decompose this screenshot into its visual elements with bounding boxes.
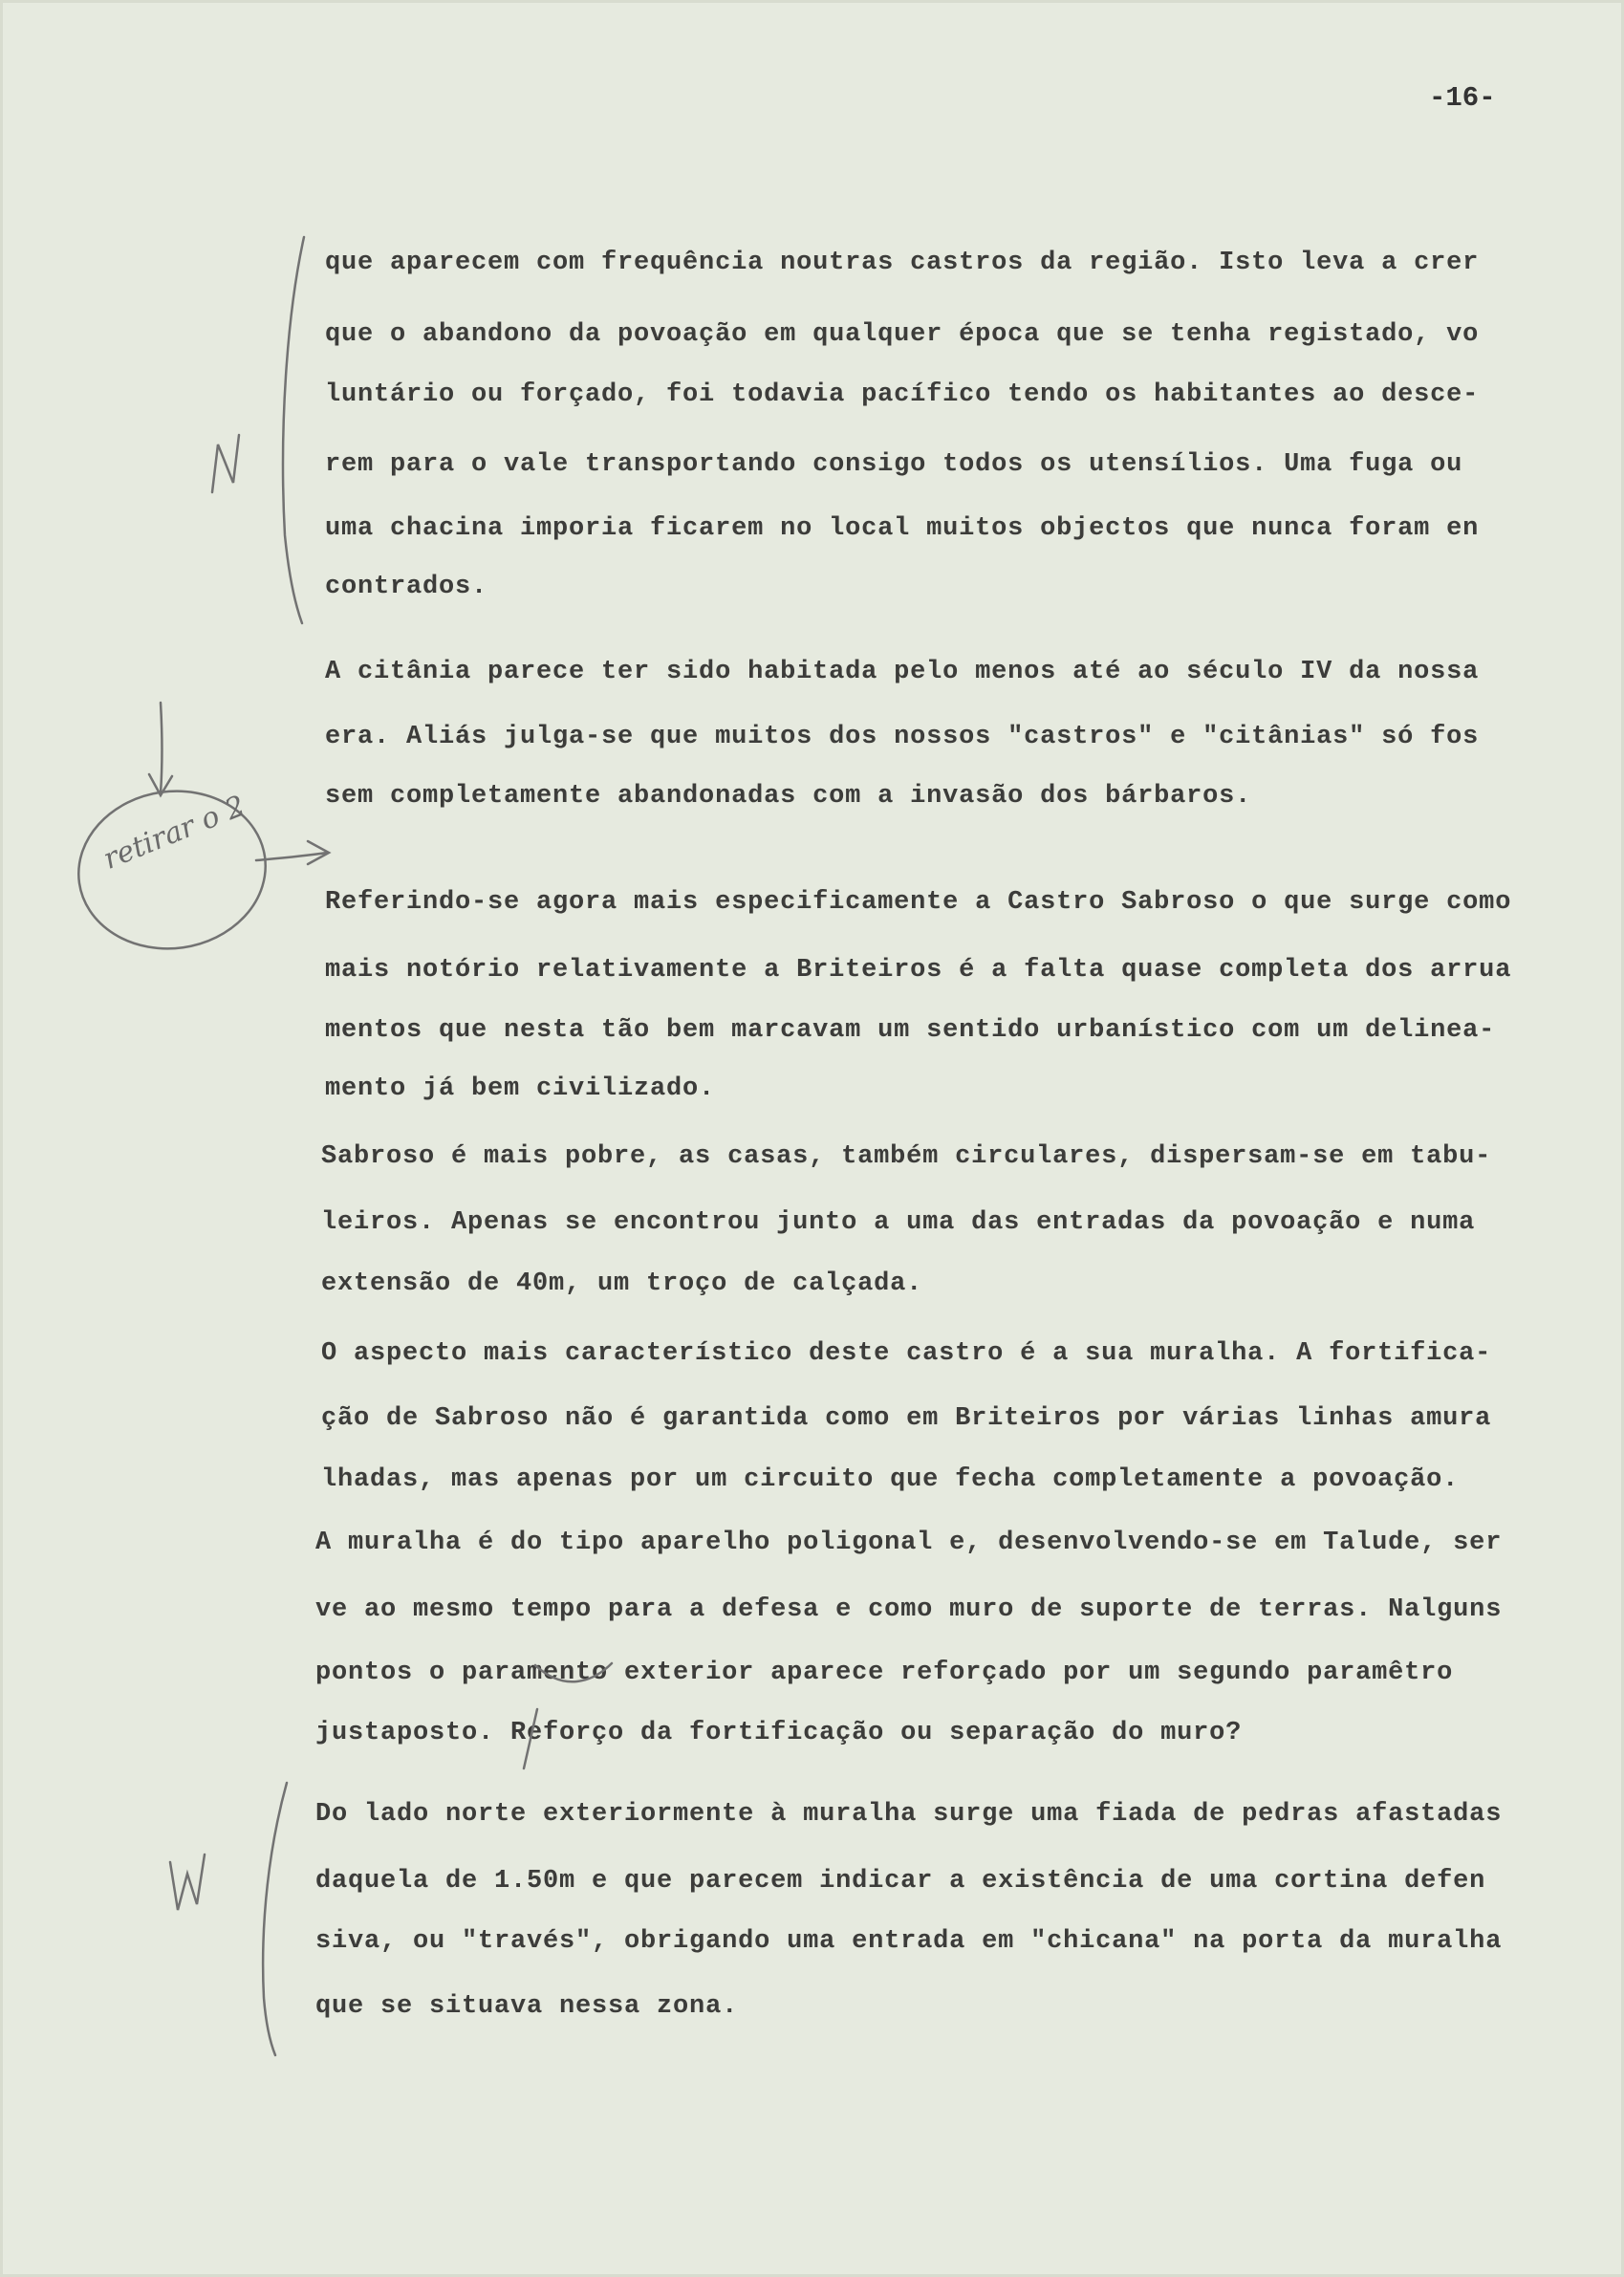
text-line: que aparecem com frequência noutras castros da região. Isto leva a crer [325, 249, 1480, 277]
arrow-down-line [161, 703, 162, 793]
margin-mark-w [170, 1854, 205, 1910]
text-line: Referindo-se agora mais especificamente a Castro Sabroso o que surge como [325, 888, 1512, 917]
margin-mark-n [212, 435, 239, 492]
text-line: lhadas, mas apenas por um circuito que fecha completamente a povoação. [321, 1465, 1460, 1494]
text-line: daquela de 1.50m e que parecem indicar a existência de uma cortina defen [315, 1867, 1486, 1896]
text-line: mais notório relativamente a Briteiros é a falta quase completa dos arrua [325, 956, 1512, 985]
text-line: era. Aliás julga-se que muitos dos nossos "castros" e "citânias" só fos [325, 723, 1480, 751]
text-line: extensão de 40m, um troço de calçada. [321, 1269, 923, 1298]
text-line: Sabroso é mais pobre, as casas, também circulares, dispersam-se em tabu- [321, 1142, 1492, 1171]
page-number: -16- [1429, 82, 1496, 114]
text-line: mento já bem civilizado. [325, 1074, 716, 1103]
text-line: A muralha é do tipo aparelho poligonal e, desenvolvendo-se em Talude, ser [315, 1529, 1503, 1557]
circled-note: retirar o 2 [98, 789, 250, 877]
text-line: ve ao mesmo tempo para a defesa e como muro de suporte de terras. Nalguns [315, 1595, 1503, 1624]
text-line: sem completamente abandonadas com a invasão dos bárbaros. [325, 782, 1252, 811]
text-line: que o abandono da povoação em qualquer época que se tenha registado, vo [325, 320, 1480, 349]
margin-bracket-bottom [263, 1783, 287, 2055]
text-line: uma chacina imporia ficarem no local muitos objectos que nunca foram en [325, 514, 1480, 543]
underline-curve [535, 1663, 612, 1681]
text-line: leiros. Apenas se encontrou junto a uma das entradas da povoação e numa [321, 1208, 1476, 1237]
text-line: que se situava nessa zona. [315, 1992, 739, 2021]
slash-mark [524, 1709, 537, 1768]
text-line: A citânia parece ter sido habitada pelo menos até ao século IV da nossa [325, 658, 1480, 686]
margin-bracket-top [283, 237, 304, 623]
text-line: luntário ou forçado, foi todavia pacífico tendo os habitantes ao desce- [325, 380, 1480, 409]
text-line: Do lado norte exteriormente à muralha surge uma fiada de pedras afastadas [315, 1800, 1503, 1829]
text-line: O aspecto mais característico deste castro é a sua muralha. A fortifica- [321, 1339, 1492, 1368]
text-line: mentos que nesta tão bem marcavam um sentido urbanístico com um delinea- [325, 1016, 1496, 1045]
text-line: pontos o paramento exterior aparece reforçado por um segundo paramêtro [315, 1659, 1454, 1687]
text-line: rem para o vale transportando consigo todos os utensílios. Uma fuga ou [325, 450, 1463, 479]
text-line: siva, ou "través", obrigando uma entrada em "chicana" na porta da muralha [315, 1927, 1503, 1956]
text-line: justaposto. Reforço da fortificação ou separação do muro? [315, 1719, 1243, 1747]
text-line: contrados. [325, 573, 488, 601]
note-circle [69, 779, 276, 961]
text-line: ção de Sabroso não é garantida como em Briteiros por várias linhas amura [321, 1404, 1492, 1433]
